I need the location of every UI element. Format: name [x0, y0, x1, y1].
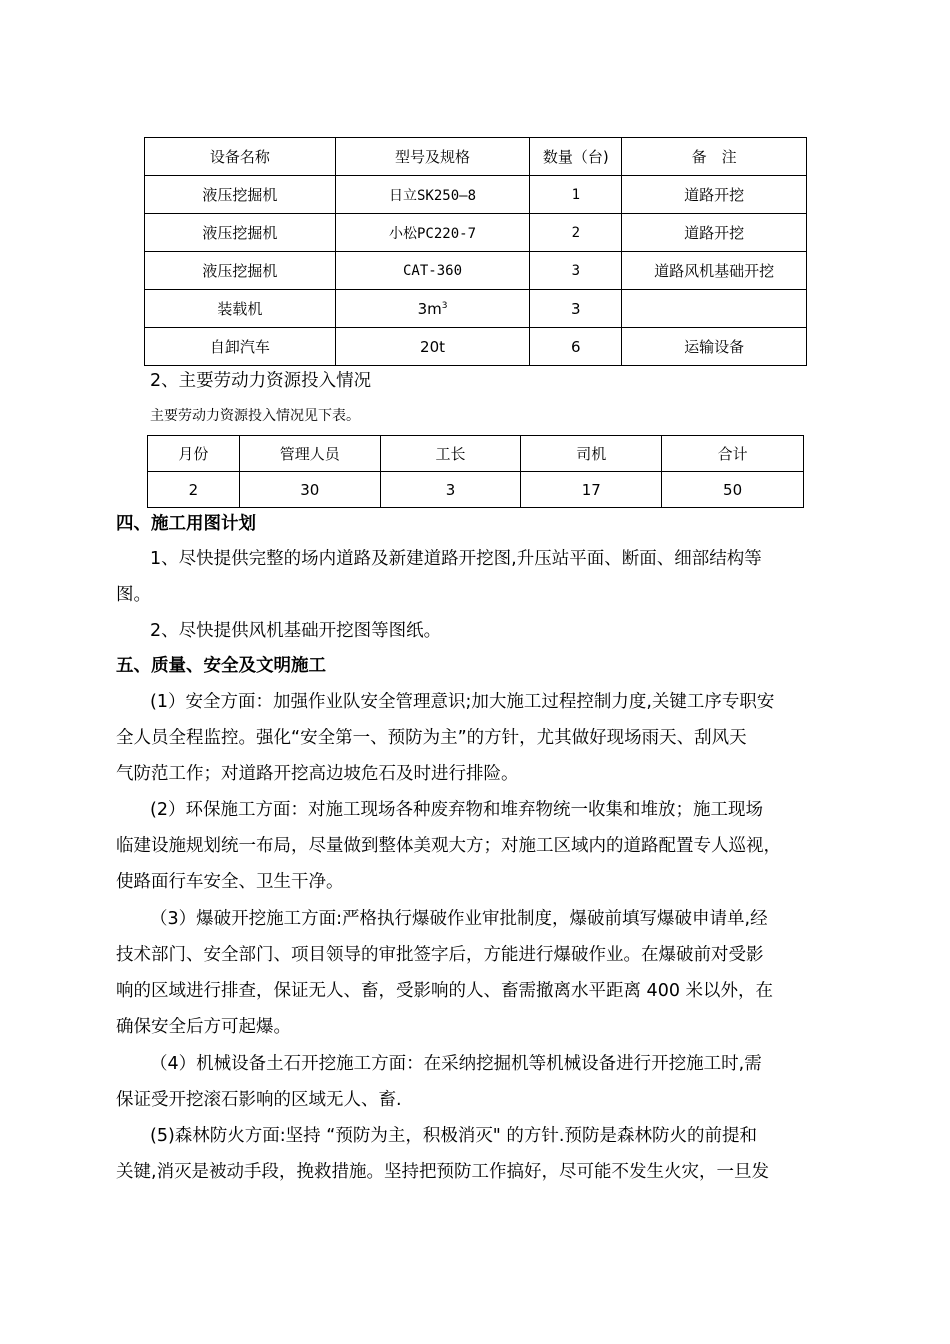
section4-heading: 四、施工用图计划 — [116, 514, 256, 534]
table-cell: 17 — [521, 472, 662, 508]
unit-superscript: 3 — [441, 300, 448, 311]
header-cell: 管理人员 — [239, 436, 380, 472]
paragraph-line: 图。 — [116, 585, 151, 605]
table-cell: 小松PC220-7 — [335, 214, 530, 252]
paragraph-line: 保证受开挖滚石影响的区域无人、畜. — [116, 1090, 402, 1110]
table-cell: 3 — [380, 472, 521, 508]
table-row — [145, 252, 807, 290]
paragraph-line: (5)森林防火方面:坚持 “预防为主，积极消灭" 的方针.预防是森林防火的前提和 — [150, 1126, 757, 1146]
paragraph-line: （4）机械设备土石开挖施工方面：在采纳挖掘机等机械设备进行开挖施工时,需 — [150, 1054, 762, 1074]
paragraph-line: 使路面行车安全、卫生干净。 — [116, 872, 344, 892]
header-cell: 司机 — [521, 436, 662, 472]
header-cell: 工长 — [380, 436, 521, 472]
table-cell: 装载机 — [145, 290, 336, 328]
header-cell: 型号及规格 — [335, 138, 530, 176]
table-cell: 道路风机基础开挖 — [622, 252, 807, 290]
table-row — [145, 328, 807, 366]
table-cell: 20t — [335, 328, 530, 366]
table-cell: 2 — [148, 472, 240, 508]
paragraph-line: 响的区域进行排查，保证无人、畜，受影响的人、畜需撤离水平距离 400 米以外，在 — [116, 981, 774, 1001]
table-header-row — [145, 138, 807, 176]
paragraph-line: 2、尽快提供风机基础开挖图等图纸。 — [150, 621, 442, 641]
table-cell — [335, 290, 530, 328]
table-cell: 运输设备 — [622, 328, 807, 366]
table-cell: 道路开挖 — [622, 214, 807, 252]
header-cell: 设备名称 — [145, 138, 336, 176]
table-header-row — [148, 436, 804, 472]
table-cell: 3 — [530, 290, 622, 328]
table-cell: 日立SK250—8 — [335, 176, 530, 214]
section5-heading: 五、质量、安全及文明施工 — [116, 656, 326, 676]
equipment-table — [144, 137, 807, 366]
table-cell: 30 — [239, 472, 380, 508]
table-row — [145, 214, 807, 252]
paragraph-line: （3）爆破开挖施工方面:严格执行爆破作业审批制度，爆破前填写爆破申请单,经 — [150, 909, 768, 929]
header-cell: 备 注 — [622, 138, 807, 176]
paragraph-line: (1）安全方面：加强作业队安全管理意识;加大施工过程控制力度,关键工序专职安 — [150, 692, 775, 712]
table-cell: CAT-360 — [335, 252, 530, 290]
labor-section-title: 2、主要劳动力资源投入情况 — [150, 371, 372, 391]
paragraph-line: (2）环保施工方面：对施工现场各种废弃物和堆弃物统一收集和堆放；施工现场 — [150, 800, 763, 820]
labor-intro: 主要劳动力资源投入情况见下表。 — [150, 408, 360, 424]
table-cell: 3 — [530, 252, 622, 290]
table-cell: 液压挖掘机 — [145, 252, 336, 290]
paragraph-line: 确保安全后方可起爆。 — [116, 1017, 291, 1037]
paragraph-line: 临建设施规划统一布局，尽量做到整体美观大方；对施工区域内的道路配置专人巡视， — [116, 836, 781, 856]
table-row — [145, 176, 807, 214]
table-cell: 液压挖掘机 — [145, 176, 336, 214]
paragraph-line: 全人员全程监控。强化“安全第一、预防为主”的方针，尤其做好现场雨天、刮风天 — [116, 728, 747, 748]
paragraph-line: 1、尽快提供完整的场内道路及新建道路开挖图,升压站平面、断面、细部结构等 — [150, 549, 762, 569]
labor-table — [147, 435, 804, 508]
paragraph-line: 气防范工作；对道路开挖高边坡危石及时进行排险。 — [116, 764, 519, 784]
header-cell: 合计 — [662, 436, 804, 472]
paragraph-line: 技术部门、安全部门、项目领导的审批签字后，方能进行爆破作业。在爆破前对受影 — [116, 945, 764, 965]
table-cell: 6 — [530, 328, 622, 366]
header-cell: 月份 — [148, 436, 240, 472]
table-cell: 液压挖掘机 — [145, 214, 336, 252]
table-cell: 道路开挖 — [622, 176, 807, 214]
table-cell: 自卸汽车 — [145, 328, 336, 366]
table-cell: 50 — [662, 472, 804, 508]
unit-text: 3m — [417, 299, 442, 318]
table-row — [145, 290, 807, 328]
table-cell: 1 — [530, 176, 622, 214]
header-cell: 数量（台) — [530, 138, 622, 176]
paragraph-line: 关键,消灭是被动手段，挽救措施。坚持把预防工作搞好，尽可能不发生火灾，一旦发 — [116, 1162, 770, 1182]
table-row — [148, 472, 804, 508]
table-cell: 2 — [530, 214, 622, 252]
table-cell — [622, 290, 807, 328]
